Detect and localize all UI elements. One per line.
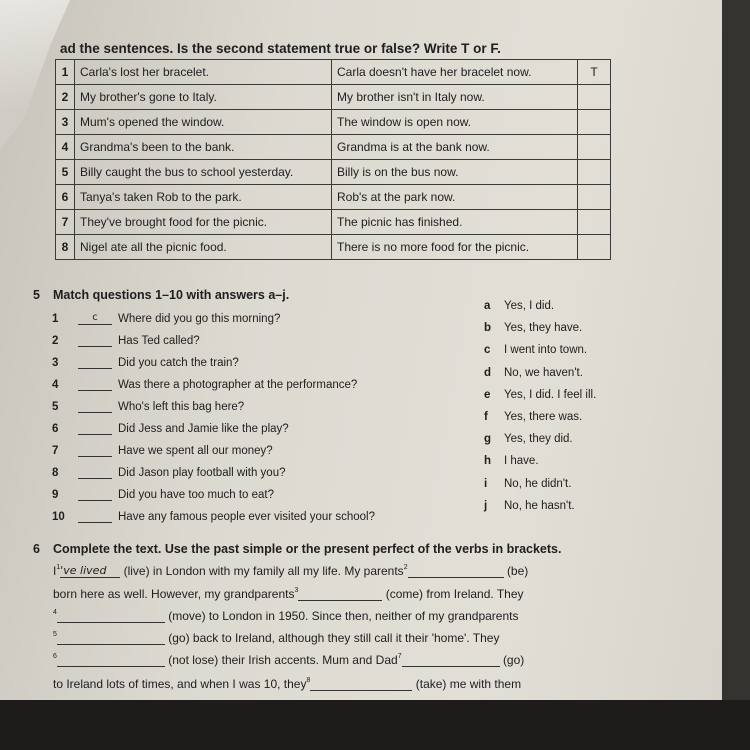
second-statement: Rob's at the park now.	[332, 185, 578, 210]
answer-text: No, he didn't.	[504, 477, 572, 490]
question-number: 7	[52, 445, 59, 457]
answer-cell[interactable]	[578, 110, 611, 135]
question-text: Has Ted called?	[118, 335, 200, 347]
table-row	[56, 60, 611, 85]
row-number: 2	[56, 85, 75, 110]
answer-letter: e	[484, 388, 491, 401]
question-item	[52, 312, 280, 325]
first-statement: Billy caught the bus to school yesterday.	[75, 160, 332, 185]
question-number: 6	[52, 423, 59, 435]
second-statement: Billy is on the bus now.	[332, 160, 578, 185]
answer-blank[interactable]	[78, 378, 112, 391]
table-row	[56, 135, 611, 160]
first-statement: Tanya's taken Rob to the park.	[75, 185, 332, 210]
answer-text: No, we haven't.	[504, 366, 583, 379]
table-row	[56, 210, 611, 235]
question-text: Have we spent all our money?	[118, 445, 273, 457]
question-item	[52, 488, 274, 501]
answer-letter: h	[484, 455, 492, 468]
question-number: 5	[52, 401, 59, 413]
text-line-7: for the first time.	[53, 698, 140, 712]
question-text: Did Jess and Jamie like the play?	[118, 423, 289, 435]
exercise-5-heading: 5 Match questions 1–10 with answers a–j.	[33, 288, 290, 302]
question-number: 10	[52, 511, 65, 523]
answer-blank[interactable]	[78, 334, 112, 347]
exercise-4-title: ad the sentences. Is the second statement true or false? Write T or F.	[60, 41, 501, 56]
row-number: 7	[56, 210, 75, 235]
row-number: 3	[56, 110, 75, 135]
question-text: Was there a photographer at the performance?	[118, 379, 358, 391]
answer-option	[484, 322, 582, 334]
answer-text: Yes, there was.	[504, 411, 583, 423]
answer-letter: g	[484, 433, 492, 446]
blank-3[interactable]	[298, 587, 382, 601]
answer-cell[interactable]	[578, 160, 611, 185]
exercise-4-table	[55, 59, 611, 260]
text-line-3: $^4$ (move) to London in 1950. Since then, neither of my grandparents	[53, 609, 519, 623]
question-number: 4	[52, 379, 59, 391]
question-text: Did you have too much to eat?	[118, 489, 274, 501]
question-text: Have any famous people ever visited your school?	[118, 511, 375, 523]
question-number: 8	[52, 467, 59, 479]
answer-text: I went into town.	[504, 344, 588, 357]
question-text: Where did you go this morning?	[118, 313, 281, 325]
question-item	[52, 422, 289, 435]
answer-blank[interactable]	[78, 510, 112, 523]
question-number: 1	[52, 313, 59, 325]
question-item	[52, 444, 273, 457]
blank-7[interactable]	[402, 653, 500, 667]
answer-blank[interactable]	[78, 466, 112, 479]
text-line-5: $^6$ (not lose) their Irish accents. Mum and Dad$^7$ (go)	[53, 653, 525, 667]
blank-2[interactable]	[408, 564, 504, 578]
exercise-6-heading: 6 Complete the text. Use the past simple or the present perfect of the verbs in brackets.	[33, 542, 562, 556]
question-item	[52, 356, 239, 369]
answer-text: Yes, they have.	[504, 322, 583, 335]
row-number: 6	[56, 185, 75, 210]
answer-letter: j	[484, 499, 488, 512]
answer-blank[interactable]	[78, 444, 112, 457]
answer-text: Yes, they did.	[504, 433, 573, 446]
text-line-1: $I^1've$ lived (live) in London with my family all my life. My parents$^2$ (be)	[53, 564, 529, 578]
answer-cell[interactable]	[578, 185, 611, 210]
row-number: 4	[56, 135, 75, 160]
question-item	[52, 334, 200, 347]
first-statement: Mum's opened the window.	[75, 110, 332, 135]
table-row	[56, 185, 611, 210]
question-item	[52, 400, 244, 413]
answer-text: Yes, I did. I feel ill.	[504, 388, 597, 401]
question-item	[52, 466, 286, 479]
question-number: 2	[52, 335, 59, 347]
blank-1[interactable]: 've lived	[60, 564, 120, 578]
answer-option	[484, 344, 587, 356]
blank-4[interactable]	[57, 609, 165, 623]
answer-option	[484, 433, 573, 445]
question-text: Did you catch the train?	[118, 357, 239, 369]
answer-text: I have.	[504, 455, 539, 468]
second-statement: The picnic has finished.	[332, 210, 578, 235]
answer-option	[484, 411, 582, 423]
question-item	[52, 510, 375, 523]
second-statement: Carla doesn't have her bracelet now.	[332, 60, 578, 85]
question-number: 9	[52, 489, 59, 501]
page-shadow-edge	[722, 0, 750, 700]
second-statement: My brother isn't in Italy now.	[332, 85, 578, 110]
first-statement: Grandma's been to the bank.	[75, 135, 332, 160]
text-line-6: to Ireland lots of times, and when I was 10, they$^8$ (take) me with them	[53, 677, 522, 691]
answer-cell[interactable]	[578, 85, 611, 110]
first-statement: My brother's gone to Italy.	[75, 85, 332, 110]
blank-5[interactable]	[57, 631, 165, 645]
answer-letter: a	[484, 300, 491, 312]
row-number: 8	[56, 235, 75, 260]
answer-cell[interactable]	[578, 235, 611, 260]
first-statement: Nigel ate all the picnic food.	[75, 235, 332, 260]
table-row	[56, 110, 611, 135]
row-number: 1	[56, 60, 75, 85]
table-row	[56, 85, 611, 110]
blank-8[interactable]	[310, 677, 412, 691]
row-number: 5	[56, 160, 75, 185]
second-statement: Grandma is at the bank now.	[332, 135, 578, 160]
answer-text: Yes, I did.	[504, 300, 555, 312]
answer-blank[interactable]	[78, 400, 112, 413]
text-line-2: born here as well. However, my grandparents$^3$ (come) from Ireland. They	[53, 587, 524, 601]
answer-letter: c	[484, 344, 491, 357]
answer-letter: b	[484, 322, 492, 335]
question-text: Who's left this bag here?	[118, 401, 245, 413]
table-row	[56, 235, 611, 260]
answer-text: No, he hasn't.	[504, 499, 575, 512]
second-statement: There is no more food for the picnic.	[332, 235, 578, 260]
text-line-4: $^5$ (go) back to Ireland, although they still call it their 'home'. They	[53, 631, 500, 645]
question-text: Did Jason play football with you?	[118, 467, 286, 479]
answer-option	[484, 455, 539, 467]
question-item	[52, 378, 357, 391]
answer-blank[interactable]	[78, 488, 112, 501]
answer-blank[interactable]: c	[78, 312, 112, 325]
answer-option	[484, 367, 583, 379]
answer-blank[interactable]	[78, 422, 112, 435]
answer-cell[interactable]: T	[578, 60, 611, 85]
answer-cell[interactable]	[578, 210, 611, 235]
question-number: 3	[52, 357, 59, 369]
answer-blank[interactable]	[78, 356, 112, 369]
answer-option	[484, 389, 596, 401]
second-statement: The window is open now.	[332, 110, 578, 135]
answer-letter: i	[484, 477, 488, 490]
answer-option	[484, 300, 554, 312]
blank-6[interactable]	[57, 653, 165, 667]
answer-cell[interactable]	[578, 135, 611, 160]
table-row	[56, 160, 611, 185]
answer-letter: f	[484, 411, 488, 423]
first-statement: They've brought food for the picnic.	[75, 210, 332, 235]
answer-letter: d	[484, 366, 492, 379]
first-statement: Carla's lost her bracelet.	[75, 60, 332, 85]
answer-option	[484, 500, 575, 512]
answer-option	[484, 478, 571, 490]
